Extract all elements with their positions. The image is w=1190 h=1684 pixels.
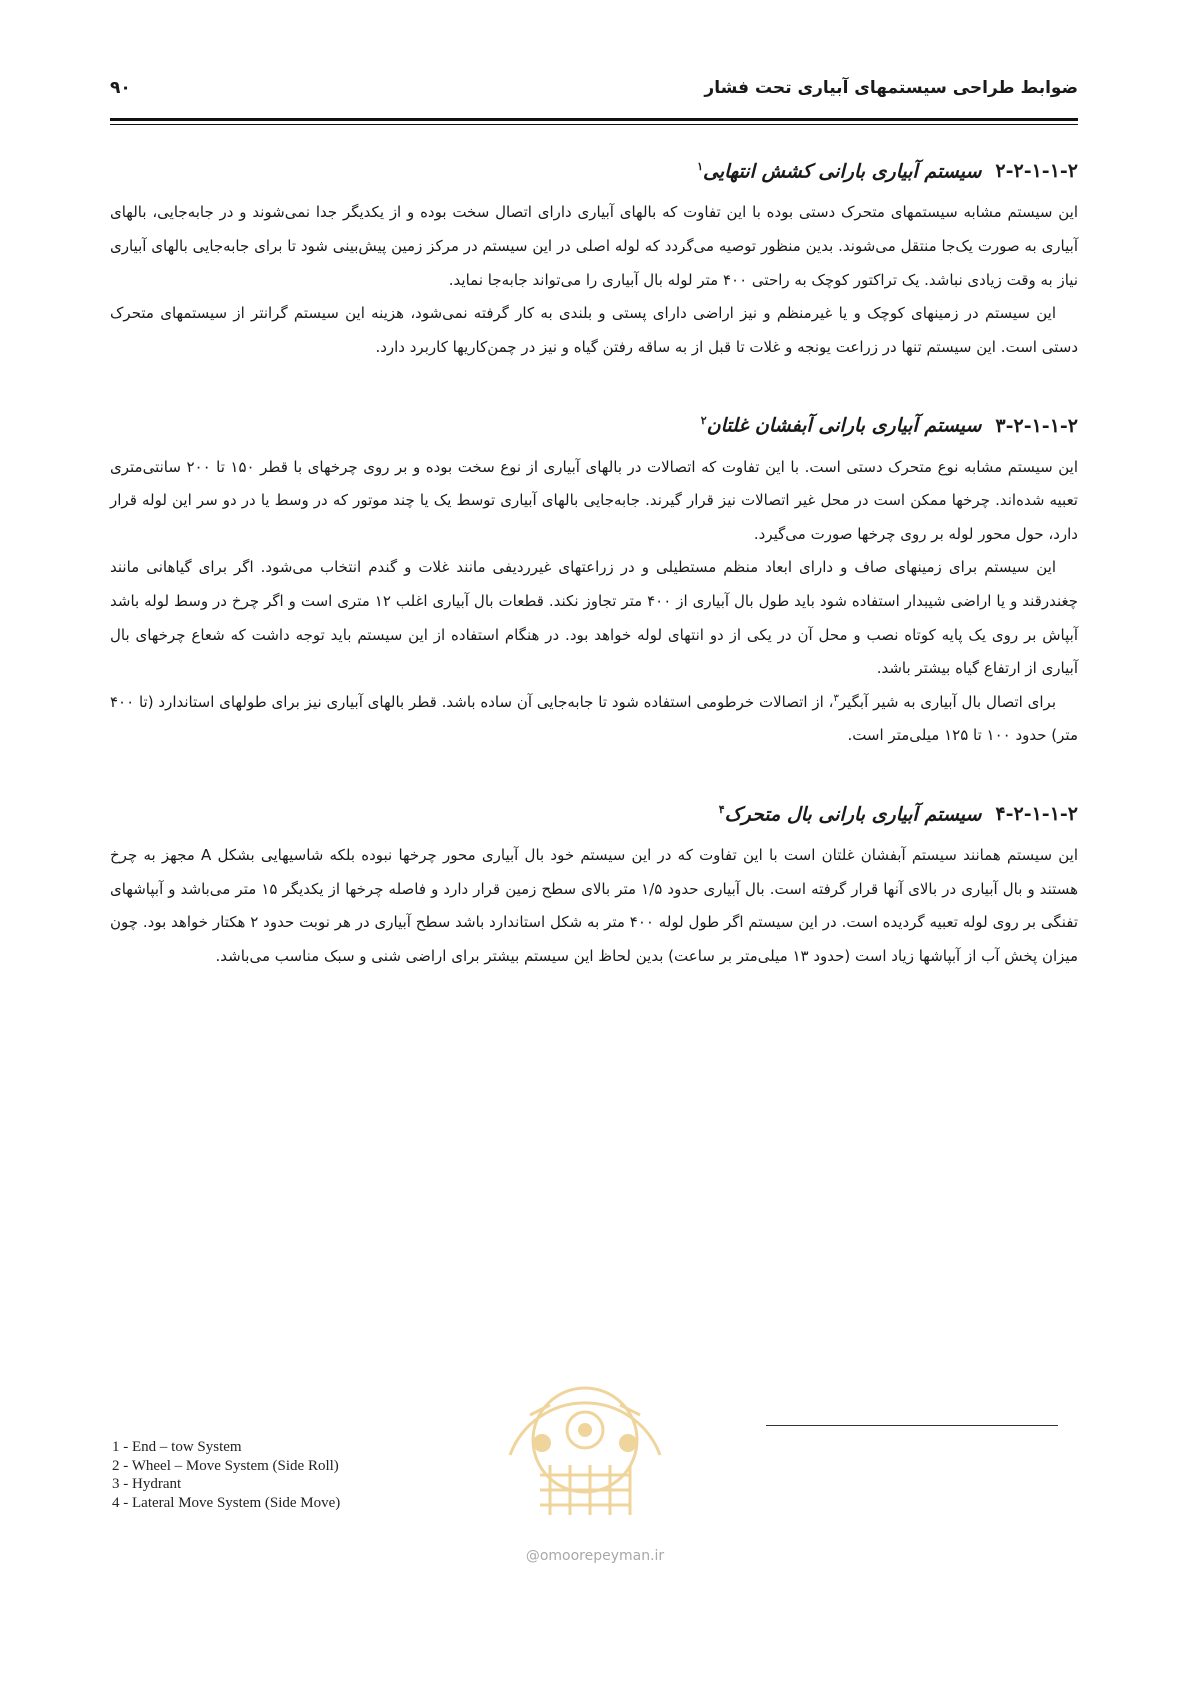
paragraph: این سیستم در زمینهای کوچک و یا غیرمنظم و نیز اراضی دارای پستی و بلندی به کار گرفته نمی‌شود، هزینه این سیستم گرانتر از سیستمهای متحرک دستی است. این سیستم تنها در زراعت یونجه و غلات تا قبل از به ساقه رفتن گیاه و نیز در چمن‌کاریها کاربرد دارد. xyxy=(110,304,1078,356)
section-number: ۳-۲-۱-۱-۲ xyxy=(995,414,1078,437)
section-spacer xyxy=(110,753,1078,793)
footnote-item: 3 - Hydrant xyxy=(112,1476,182,1492)
section-heading xyxy=(110,150,1078,188)
paragraph-text: ، از اتصالات خرطومی استفاده شود تا جابه‌جایی آن ساده باشد. قطر بالهای آبیاری نیز برای طولهای استاندارد (تا ۴۰۰ متر) حدود ۱۰۰ تا ۱۲۵ میلی‌متر است. xyxy=(110,692,1078,745)
section-title: سیستم آبیاری بارانی بال متحرک xyxy=(724,803,982,826)
watermark-text: @omoorepeyman.ir xyxy=(525,1548,665,1564)
running-header xyxy=(110,78,1078,112)
footnote-rule xyxy=(766,1425,1058,1426)
footnote-mark: ۳ xyxy=(833,692,839,704)
paragraph: این سیستم برای زمینهای صاف و دارای ابعاد منظم مستطیلی و در زراعتهای غیرردیفی مانند غلات و گندم انتخاب می‌شود. اگر برای گیاهانی مانند چغندرقند و یا اراضی شیبدار استفاده شود باید طول بال آبیاری از ۴۰۰ متر تجاوز نکند. قطعات بال آبیاری اغلب ۱۲ متری است و اگر چرخ در وسط لوله باشد آبپاش بر روی یک پایه کوتاه نصب و محل آن در یکی از دو انتهای لوله خواهد بود. در هنگام استفاده از این سیستم باید توجه داشت که شعاع چرخهای بال آبیاری از ارتفاع گیاه بیشتر باشد. xyxy=(110,558,1079,678)
header-rule-thick xyxy=(110,118,1078,121)
footnotes xyxy=(112,1438,340,1512)
paragraph: این سیستم مشابه سیستمهای متحرک دستی بوده با این تفاوت که بالهای آبیاری دارای اتصال سخت بوده و از یکدیگر جدا نمی‌شوند و در جابه‌جایی، بالهای آبیاری به صورت یک‌جا منتقل می‌شوند. بدین منظور توصیه می‌گردد که لوله اصلی در این سیستم در مرکز زمین پیش‌بینی شود تا برای جابه‌جایی بالهای آبیاری نیاز به وقت زیادی نباشد. یک تراکتور کوچک به راحتی ۴۰۰ متر لوله بال آبیاری را می‌تواند جابه‌جا نماید. xyxy=(110,203,1078,289)
running-title: ضوابط طراحی سیستمهای آبیاری تحت فشار xyxy=(704,78,1078,98)
footnote-mark: ۴ xyxy=(718,802,725,816)
section-number: ۲-۲-۱-۱-۲ xyxy=(995,160,1078,183)
section-number: ۴-۲-۱-۱-۲ xyxy=(995,803,1078,826)
paragraph: این سیستم همانند سیستم آبفشان غلتان است با این تفاوت که در این سیستم خود بال آبیاری محور چرخها نبوده بلکه شاسیهایی بشکل A مجهز به چرخ هستند و بال آبیاری در بالای آنها قرار گرفته است. بال آبیاری حدود ۱/۵ متر بالای سطح زمین قرار دارد و فاصله چرخها از یکدیگر ۱۵ متر می‌باشد و آبپاشهای تفنگی بر روی لوله تعبیه گردیده است. در این سیستم اگر طول لوله ۴۰۰ متر به شکل استاندارد باشد سطح آبیاری در هر نوبت حدود ۲ هکتار خواهد بود. چون میزان پخش آب از آبپاشها زیاد است (حدود ۱۳ میلی‌متر بر ساعت) بدین لحاظ این سیستم بیشتر برای اراضی شنی و سبک مناسب می‌باشد. xyxy=(110,846,1078,966)
footnote-item: 1 - End – tow System xyxy=(112,1439,242,1455)
paragraph-text: برای اتصال بال آبیاری به شیر آبگیر xyxy=(838,692,1056,711)
footnote-mark: ۲ xyxy=(700,414,707,428)
section-heading xyxy=(110,404,1078,442)
section-heading xyxy=(110,793,1078,831)
section-title: سیستم آبیاری بارانی آبفشان غلتان xyxy=(706,414,982,437)
footnote-item: 4 - Lateral Move System (Side Move) xyxy=(112,1494,341,1511)
section-title: سیستم آبیاری بارانی کشش انتهایی xyxy=(702,160,982,183)
body-content xyxy=(110,150,1078,974)
footnote-item: 2 - Wheel – Move System (Side Roll) xyxy=(112,1457,339,1474)
paragraph xyxy=(110,686,1078,753)
footnote-mark: ۱ xyxy=(697,160,703,173)
watermark-logo-icon xyxy=(480,1335,690,1525)
header-rule-thin xyxy=(110,124,1078,125)
page-number: ۹۰ xyxy=(110,78,131,98)
section-spacer xyxy=(110,364,1078,404)
paragraph: این سیستم مشابه نوع متحرک دستی است. با این تفاوت که اتصالات در بالهای آبیاری از نوع سخت بوده و بر روی چرخهای با قطر ۱۵۰ تا ۲۰۰ سانتی‌متری تعبیه شده‌اند. چرخها ممکن است در محل غیر اتصالات نیز قرار گیرند. جابه‌جایی بالهای آبیاری توسط یک یا چند موتور که در وسط یا در دو سر این لوله قرار دارد، حول محور لوله بر روی چرخها صورت می‌گیرد. xyxy=(110,457,1078,543)
